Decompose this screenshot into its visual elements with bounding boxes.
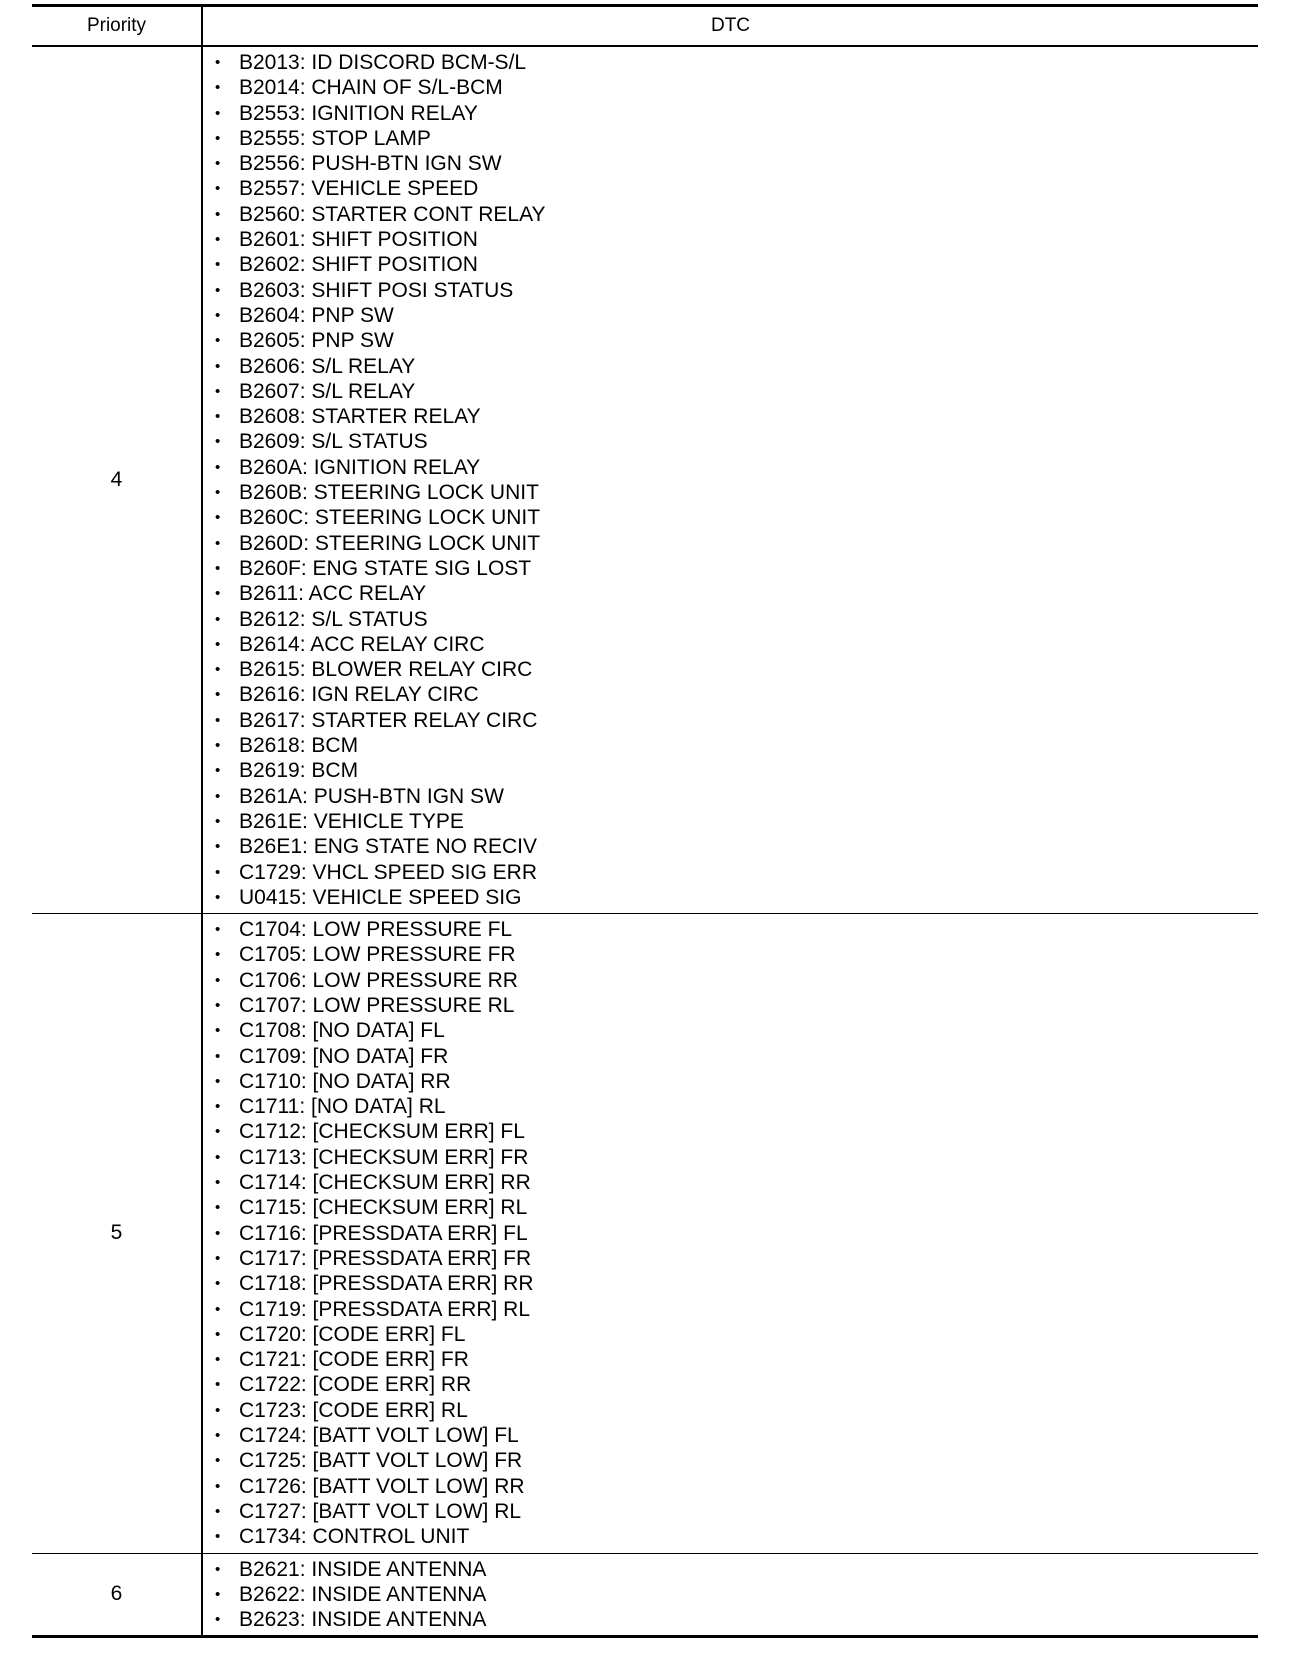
dtc-code-text: B26E1: ENG STATE NO RECIV <box>239 835 537 859</box>
dtc-code-text: B2603: SHIFT POSI STATUS <box>239 278 514 302</box>
list-item <box>215 1448 1258 1473</box>
list-item <box>215 834 1258 859</box>
table-header-row <box>32 6 1258 47</box>
list-item <box>215 1221 1258 1246</box>
bullet-icon: • <box>215 205 221 223</box>
dtc-column-header: DTC <box>202 6 1258 47</box>
dtc-code-text: B2013: ID DISCORD BCM-S/L <box>239 51 527 74</box>
dtc-priority-table <box>32 4 1258 1638</box>
dtc-code-text: B261A: PUSH-BTN IGN SW <box>239 784 504 808</box>
dtc-code-text: B2604: PNP SW <box>239 303 394 327</box>
list-item <box>215 1582 1258 1607</box>
list-item <box>215 809 1258 834</box>
dtc-code-text: C1715: [CHECKSUM ERR] RL <box>239 1196 528 1220</box>
dtc-code-text: C1724: [BATT VOLT LOW] FL <box>239 1424 519 1448</box>
dtc-code-text: C1722: [CODE ERR] RR <box>239 1373 472 1397</box>
list-item <box>215 885 1258 910</box>
bullet-icon: • <box>215 711 221 729</box>
list-item <box>215 227 1258 252</box>
dtc-code-text: C1709: [NO DATA] FR <box>239 1044 449 1068</box>
dtc-code-text: B2622: INSIDE ANTENNA <box>239 1582 487 1606</box>
dtc-code-text: B2618: BCM <box>239 734 359 758</box>
list-item <box>215 252 1258 277</box>
bullet-icon: • <box>215 534 221 552</box>
list-item <box>215 429 1258 454</box>
list-item <box>215 75 1258 100</box>
bullet-icon: • <box>215 1351 221 1369</box>
dtc-code-text: C1710: [NO DATA] RR <box>239 1069 451 1093</box>
list-item <box>215 1474 1258 1499</box>
dtc-code-text: B260C: STEERING LOCK UNIT <box>239 506 541 530</box>
dtc-code-text: C1720: [CODE ERR] FL <box>239 1322 466 1346</box>
list-item <box>215 404 1258 429</box>
bullet-icon: • <box>215 888 221 906</box>
dtc-code-text: B2617: STARTER RELAY CIRC <box>239 708 538 732</box>
bullet-icon: • <box>215 762 221 780</box>
list-item <box>215 126 1258 151</box>
dtc-code-text: B2608: STARTER RELAY <box>239 405 481 429</box>
bullet-icon: • <box>215 787 221 805</box>
table-body <box>32 46 1258 1637</box>
bullet-icon: • <box>215 1022 221 1040</box>
bullet-icon: • <box>215 231 221 249</box>
list-item <box>215 968 1258 993</box>
list-item <box>215 682 1258 707</box>
bullet-icon: • <box>215 54 221 71</box>
dtc-code-text: B2602: SHIFT POSITION <box>239 253 478 277</box>
list-item <box>215 151 1258 176</box>
list-item <box>215 1372 1258 1397</box>
bullet-icon: • <box>215 1611 221 1629</box>
list-item <box>215 784 1258 809</box>
dtc-code-text: C1718: [PRESSDATA ERR] RR <box>239 1272 534 1296</box>
dtc-code-text: C1729: VHCL SPEED SIG ERR <box>239 860 537 884</box>
list-item <box>215 1195 1258 1220</box>
list-item <box>215 1069 1258 1094</box>
bullet-icon: • <box>215 996 221 1014</box>
list-item <box>215 1170 1258 1195</box>
dtc-code-text: B2621: INSIDE ANTENNA <box>239 1557 487 1581</box>
list-item <box>215 1018 1258 1043</box>
bullet-icon: • <box>215 408 221 426</box>
dtc-code-text: C1704: LOW PRESSURE FL <box>239 918 513 942</box>
list-item <box>215 1499 1258 1524</box>
list-item <box>215 758 1258 783</box>
bullet-icon: • <box>215 1072 221 1090</box>
bullet-icon: • <box>215 661 221 679</box>
dtc-code-text: C1716: [PRESSDATA ERR] FL <box>239 1221 528 1245</box>
bullet-icon: • <box>215 1376 221 1394</box>
dtc-code-text: B260F: ENG STATE SIG LOST <box>239 556 532 580</box>
dtc-code-text: B260A: IGNITION RELAY <box>239 455 481 479</box>
bullet-icon: • <box>215 382 221 400</box>
list-item <box>215 328 1258 353</box>
dtc-code-text: B2619: BCM <box>239 759 359 783</box>
bullet-icon: • <box>215 1123 221 1141</box>
dtc-code-text: C1713: [CHECKSUM ERR] FR <box>239 1145 529 1169</box>
list-item <box>215 1297 1258 1322</box>
bullet-icon: • <box>215 1325 221 1343</box>
list-item <box>215 632 1258 657</box>
bullet-icon: • <box>215 1174 221 1192</box>
bullet-icon: • <box>215 1275 221 1293</box>
bullet-icon: • <box>215 306 221 324</box>
bullet-icon: • <box>215 1452 221 1470</box>
dtc-code-text: C1723: [CODE ERR] RL <box>239 1398 468 1422</box>
priority-column-header: Priority <box>32 6 202 47</box>
dtc-list <box>203 1554 1258 1636</box>
bullet-icon: • <box>215 458 221 476</box>
dtc-code-text: B2553: IGNITION RELAY <box>239 101 478 125</box>
list-item <box>215 1347 1258 1372</box>
list-item <box>215 1119 1258 1144</box>
dtc-code-text: C1706: LOW PRESSURE RR <box>239 968 518 992</box>
dtc-code-text: C1725: [BATT VOLT LOW] FR <box>239 1449 523 1473</box>
dtc-code-text: B2014: CHAIN OF S/L-BCM <box>239 76 503 100</box>
dtc-code-text: C1727: [BATT VOLT LOW] RL <box>239 1499 522 1523</box>
dtc-code-text: B2556: PUSH-BTN IGN SW <box>239 152 502 176</box>
bullet-icon: • <box>215 559 221 577</box>
table-row <box>32 914 1258 1553</box>
dtc-code-text: B2611: ACC RELAY <box>239 582 427 606</box>
dtc-code-text: B2560: STARTER CONT RELAY <box>239 202 546 226</box>
dtc-cell <box>202 1553 1258 1637</box>
list-item <box>215 531 1258 556</box>
dtc-code-text: B260B: STEERING LOCK UNIT <box>239 481 539 505</box>
dtc-code-text: B2605: PNP SW <box>239 329 394 353</box>
dtc-code-text: U0415: VEHICLE SPEED SIG <box>239 885 522 909</box>
list-item <box>215 657 1258 682</box>
bullet-icon: • <box>215 1401 221 1419</box>
list-item <box>215 1271 1258 1296</box>
list-item <box>215 1524 1258 1549</box>
bullet-icon: • <box>215 971 221 989</box>
list-item <box>215 1322 1258 1347</box>
dtc-code-text: B2557: VEHICLE SPEED <box>239 177 479 201</box>
bullet-icon: • <box>215 1224 221 1242</box>
list-item <box>215 581 1258 606</box>
bullet-icon: • <box>215 610 221 628</box>
list-item <box>215 354 1258 379</box>
dtc-code-text: B261E: VEHICLE TYPE <box>239 809 464 833</box>
dtc-code-text: B2601: SHIFT POSITION <box>239 228 478 252</box>
bullet-icon: • <box>215 1098 221 1116</box>
dtc-code-text: C1712: [CHECKSUM ERR] FL <box>239 1120 525 1144</box>
bullet-icon: • <box>215 1502 221 1520</box>
list-item <box>215 1044 1258 1069</box>
bullet-icon: • <box>215 635 221 653</box>
list-item <box>215 455 1258 480</box>
dtc-code-text: C1721: [CODE ERR] FR <box>239 1348 469 1372</box>
list-item <box>215 505 1258 530</box>
bullet-icon: • <box>215 812 221 830</box>
dtc-cell <box>202 914 1258 1553</box>
bullet-icon: • <box>215 1249 221 1267</box>
bullet-icon: • <box>215 863 221 881</box>
bullet-icon: • <box>215 180 221 198</box>
list-item <box>215 1557 1258 1582</box>
dtc-code-text: C1726: [BATT VOLT LOW] RR <box>239 1474 525 1498</box>
list-item <box>215 942 1258 967</box>
bullet-icon: • <box>215 433 221 451</box>
dtc-code-text: C1711: [NO DATA] RL <box>239 1095 446 1119</box>
list-item <box>215 1423 1258 1448</box>
dtc-code-text: C1717: [PRESSDATA ERR] FR <box>239 1246 532 1270</box>
dtc-code-text: C1705: LOW PRESSURE FR <box>239 943 516 967</box>
priority-cell: 6 <box>32 1553 202 1637</box>
list-item <box>215 1607 1258 1632</box>
dtc-code-text: B2609: S/L STATUS <box>239 430 428 454</box>
dtc-code-text: C1719: [PRESSDATA ERR] RL <box>239 1297 530 1321</box>
dtc-cell <box>202 46 1258 914</box>
dtc-code-text: B2555: STOP LAMP <box>239 126 431 150</box>
bullet-icon: • <box>215 1427 221 1445</box>
bullet-icon: • <box>215 1528 221 1546</box>
bullet-icon: • <box>215 1300 221 1318</box>
list-item <box>215 480 1258 505</box>
dtc-code-text: C1707: LOW PRESSURE RL <box>239 993 515 1017</box>
bullet-icon: • <box>215 104 221 122</box>
bullet-icon: • <box>215 357 221 375</box>
dtc-code-text: B2614: ACC RELAY CIRC <box>239 632 485 656</box>
list-item <box>215 1145 1258 1170</box>
list-item <box>215 101 1258 126</box>
bullet-icon: • <box>215 737 221 755</box>
list-item <box>215 278 1258 303</box>
dtc-code-text: B2607: S/L RELAY <box>239 379 416 403</box>
priority-cell: 4 <box>32 46 202 914</box>
list-item <box>215 607 1258 632</box>
list-item <box>215 708 1258 733</box>
bullet-icon: • <box>215 686 221 704</box>
bullet-icon: • <box>215 921 221 939</box>
bullet-icon: • <box>215 129 221 147</box>
list-item <box>215 303 1258 328</box>
list-item <box>215 50 1258 75</box>
dtc-code-text: C1708: [NO DATA] FL <box>239 1019 445 1043</box>
list-item <box>215 993 1258 1018</box>
dtc-list <box>203 47 1258 913</box>
list-item <box>215 860 1258 885</box>
dtc-code-text: B2615: BLOWER RELAY CIRC <box>239 658 533 682</box>
bullet-icon: • <box>215 1477 221 1495</box>
list-item <box>215 733 1258 758</box>
list-item <box>215 556 1258 581</box>
bullet-icon: • <box>215 1199 221 1217</box>
dtc-code-text: B260D: STEERING LOCK UNIT <box>239 531 541 555</box>
bullet-icon: • <box>215 1047 221 1065</box>
dtc-list <box>203 914 1258 1552</box>
bullet-icon: • <box>215 585 221 603</box>
list-item <box>215 176 1258 201</box>
dtc-code-text: B2616: IGN RELAY CIRC <box>239 683 479 707</box>
list-item <box>215 1398 1258 1423</box>
list-item <box>215 1246 1258 1271</box>
bullet-icon: • <box>215 946 221 964</box>
bullet-icon: • <box>215 1560 221 1578</box>
bullet-icon: • <box>215 281 221 299</box>
dtc-code-text: B2612: S/L STATUS <box>239 607 428 631</box>
bullet-icon: • <box>215 1585 221 1603</box>
dtc-code-text: B2623: INSIDE ANTENNA <box>239 1608 487 1632</box>
bullet-icon: • <box>215 838 221 856</box>
list-item <box>215 1094 1258 1119</box>
dtc-code-text: C1734: CONTROL UNIT <box>239 1525 470 1549</box>
table-row <box>32 46 1258 914</box>
bullet-icon: • <box>215 1148 221 1166</box>
bullet-icon: • <box>215 484 221 502</box>
list-item <box>215 202 1258 227</box>
list-item <box>215 379 1258 404</box>
dtc-code-text: B2606: S/L RELAY <box>239 354 416 378</box>
table-row <box>32 1553 1258 1637</box>
bullet-icon: • <box>215 155 221 173</box>
bullet-icon: • <box>215 509 221 527</box>
dtc-code-text: C1714: [CHECKSUM ERR] RR <box>239 1171 531 1195</box>
bullet-icon: • <box>215 256 221 274</box>
bullet-icon: • <box>215 332 221 350</box>
list-item <box>215 917 1258 942</box>
bullet-icon: • <box>215 79 221 97</box>
priority-cell: 5 <box>32 914 202 1553</box>
